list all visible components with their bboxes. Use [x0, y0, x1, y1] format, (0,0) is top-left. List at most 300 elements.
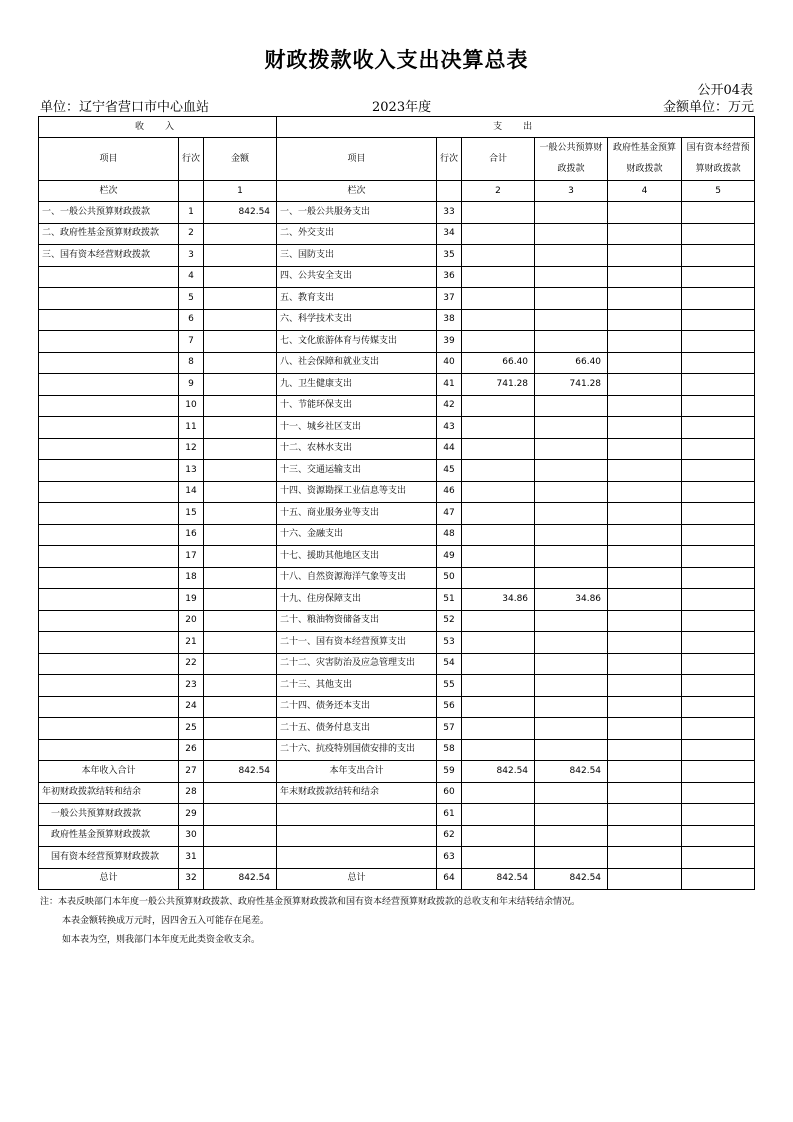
footnote: 本表金额转换成万元时，因四舍五入可能存在尾差。 — [62, 916, 270, 926]
state-capital-cell — [682, 825, 755, 847]
total-cell — [462, 223, 535, 245]
income-amount-cell — [204, 847, 277, 869]
table-row — [39, 309, 755, 331]
income-item-cell: 本年收入合计 — [39, 761, 179, 783]
table-row — [39, 374, 755, 396]
income-amount-cell — [204, 395, 277, 417]
state-capital-cell — [682, 761, 755, 783]
index-c2: 2 — [462, 181, 535, 202]
expense-rowno-cell: 56 — [437, 696, 462, 718]
expense-rowno-cell: 41 — [437, 374, 462, 396]
income-item-cell: 三、国有资本经营财政拨款 — [39, 245, 179, 267]
income-amount-cell — [204, 632, 277, 654]
total-cell — [462, 417, 535, 439]
income-amount-cell — [204, 374, 277, 396]
state-capital-cell — [682, 202, 755, 224]
state-capital-cell — [682, 481, 755, 503]
expense-item-cell: 八、社会保障和就业支出 — [277, 352, 437, 374]
state-capital-cell — [682, 266, 755, 288]
general-budget-cell — [535, 696, 608, 718]
state-capital-cell — [682, 782, 755, 804]
index-empty-2 — [437, 181, 462, 202]
general-budget-cell — [535, 653, 608, 675]
state-capital-cell — [682, 374, 755, 396]
header-row-index — [39, 181, 755, 202]
total-cell: 741.28 — [462, 374, 535, 396]
general-budget-cell — [535, 825, 608, 847]
table-row — [39, 223, 755, 245]
expense-rowno-cell: 47 — [437, 503, 462, 525]
table-row — [39, 417, 755, 439]
income-amount-cell — [204, 223, 277, 245]
table-row — [39, 288, 755, 310]
income-amount-cell — [204, 524, 277, 546]
general-budget-cell — [535, 524, 608, 546]
income-rowno-cell: 32 — [179, 868, 204, 890]
general-budget-cell — [535, 309, 608, 331]
income-amount-cell — [204, 825, 277, 847]
income-rowno-cell: 16 — [179, 524, 204, 546]
expense-rowno-cell: 38 — [437, 309, 462, 331]
expense-rowno-cell: 52 — [437, 610, 462, 632]
expense-rowno-cell: 43 — [437, 417, 462, 439]
total-cell — [462, 503, 535, 525]
total-cell — [462, 653, 535, 675]
form-number: 公开04表 — [697, 83, 753, 98]
expense-item-cell: 十三、交通运输支出 — [277, 460, 437, 482]
gov-fund-cell — [608, 202, 682, 224]
expense-item-cell: 十一、城乡社区支出 — [277, 417, 437, 439]
expense-item-cell — [277, 804, 437, 826]
general-budget-cell — [535, 460, 608, 482]
index-c5: 5 — [682, 181, 755, 202]
state-capital-cell — [682, 675, 755, 697]
expense-item-cell: 十二、农林水支出 — [277, 438, 437, 460]
expense-item-cell: 十八、自然资源海洋气象等支出 — [277, 567, 437, 589]
gov-fund-header: 政府性基金预算财政拨款 — [608, 138, 682, 181]
expense-item-cell: 三、国防支出 — [277, 245, 437, 267]
income-item-cell — [39, 395, 179, 417]
expense-item-cell: 二十三、其他支出 — [277, 675, 437, 697]
income-rowno-cell: 23 — [179, 675, 204, 697]
table-row — [39, 245, 755, 267]
expense-rowno-cell: 54 — [437, 653, 462, 675]
general-budget-cell: 66.40 — [535, 352, 608, 374]
total-cell — [462, 675, 535, 697]
table-row — [39, 804, 755, 826]
expense-item-cell: 二十六、抗疫特别国债安排的支出 — [277, 739, 437, 761]
table-row — [39, 868, 755, 890]
income-item-cell — [39, 438, 179, 460]
table-row — [39, 202, 755, 224]
income-rowno-cell: 6 — [179, 309, 204, 331]
income-item-cell — [39, 718, 179, 740]
table-row — [39, 438, 755, 460]
general-budget-cell — [535, 632, 608, 654]
total-cell — [462, 481, 535, 503]
general-budget-cell: 34.86 — [535, 589, 608, 611]
income-item-cell — [39, 739, 179, 761]
income-item-cell — [39, 352, 179, 374]
total-cell — [462, 460, 535, 482]
expense-item-cell: 二十一、国有资本经营预算支出 — [277, 632, 437, 654]
income-rowno-cell: 29 — [179, 804, 204, 826]
report-title: 财政拨款收入支出决算总表 — [264, 47, 529, 72]
income-rowno-cell: 13 — [179, 460, 204, 482]
gov-fund-cell — [608, 438, 682, 460]
expense-item-cell: 五、教育支出 — [277, 288, 437, 310]
expense-rowno-cell: 58 — [437, 739, 462, 761]
gov-fund-cell — [608, 331, 682, 353]
income-rowno-cell: 1 — [179, 202, 204, 224]
income-item-cell: 国有资本经营预算财政拨款 — [39, 847, 179, 869]
table-row — [39, 825, 755, 847]
expense-item-cell: 四、公共安全支出 — [277, 266, 437, 288]
total-cell — [462, 395, 535, 417]
total-cell — [462, 546, 535, 568]
table-row — [39, 460, 755, 482]
gov-fund-cell — [608, 524, 682, 546]
gov-fund-cell — [608, 374, 682, 396]
total-cell — [462, 331, 535, 353]
expense-rowno-cell: 37 — [437, 288, 462, 310]
state-capital-cell — [682, 546, 755, 568]
general-budget-cell — [535, 567, 608, 589]
gov-fund-cell — [608, 761, 682, 783]
income-rowno-cell: 17 — [179, 546, 204, 568]
total-cell — [462, 825, 535, 847]
gov-fund-cell — [608, 288, 682, 310]
total-cell — [462, 245, 535, 267]
income-amount-cell — [204, 739, 277, 761]
state-capital-cell — [682, 567, 755, 589]
general-budget-cell — [535, 675, 608, 697]
total-cell — [462, 567, 535, 589]
expense-item-cell: 六、科学技术支出 — [277, 309, 437, 331]
total-cell: 66.40 — [462, 352, 535, 374]
total-cell — [462, 202, 535, 224]
state-capital-cell — [682, 245, 755, 267]
state-capital-header: 国有资本经营预算财政拨款 — [682, 138, 755, 181]
index-c4: 4 — [608, 181, 682, 202]
expense-rowno-cell: 53 — [437, 632, 462, 654]
income-amount-cell — [204, 567, 277, 589]
state-capital-cell — [682, 331, 755, 353]
report-meta — [40, 96, 754, 114]
income-amount-cell — [204, 460, 277, 482]
expense-rowno-cell: 45 — [437, 460, 462, 482]
income-item-cell: 年初财政拨款结转和结余 — [39, 782, 179, 804]
expense-rowno-cell: 35 — [437, 245, 462, 267]
gov-fund-cell — [608, 675, 682, 697]
income-item-cell: 一、一般公共预算财政拨款 — [39, 202, 179, 224]
expense-rowno-cell: 50 — [437, 567, 462, 589]
income-item-cell — [39, 589, 179, 611]
income-rowno-cell: 20 — [179, 610, 204, 632]
income-rowno-cell: 30 — [179, 825, 204, 847]
expense-section-header: 支 出 — [277, 117, 755, 138]
expense-rowno-cell: 60 — [437, 782, 462, 804]
income-rowno-cell: 27 — [179, 761, 204, 783]
gov-fund-cell — [608, 546, 682, 568]
general-budget-cell — [535, 718, 608, 740]
total-cell — [462, 804, 535, 826]
gov-fund-cell — [608, 567, 682, 589]
state-capital-cell — [682, 847, 755, 869]
total-cell — [462, 718, 535, 740]
expense-rowno-cell: 49 — [437, 546, 462, 568]
state-capital-cell — [682, 718, 755, 740]
income-amount-cell — [204, 481, 277, 503]
general-budget-cell — [535, 503, 608, 525]
expense-item-cell: 十、节能环保支出 — [277, 395, 437, 417]
income-rowno-cell: 5 — [179, 288, 204, 310]
state-capital-cell — [682, 438, 755, 460]
gov-fund-cell — [608, 503, 682, 525]
income-item-cell — [39, 288, 179, 310]
expense-item-cell: 二、外交支出 — [277, 223, 437, 245]
income-rowno-cell: 7 — [179, 331, 204, 353]
income-item-cell — [39, 503, 179, 525]
table-row — [39, 847, 755, 869]
gov-fund-cell — [608, 610, 682, 632]
income-amount-cell — [204, 610, 277, 632]
state-capital-cell — [682, 653, 755, 675]
general-budget-cell — [535, 417, 608, 439]
income-item-cell: 一般公共预算财政拨款 — [39, 804, 179, 826]
budget-table — [38, 116, 755, 890]
general-budget-cell — [535, 739, 608, 761]
expense-item-cell: 一、一般公共服务支出 — [277, 202, 437, 224]
income-amount-cell — [204, 653, 277, 675]
footnote: 注：本表反映部门本年度一般公共预算财政拨款、政府性基金预算财政拨款和国有资本经营预算财政拨款的总收支和年末结转结余情况。 — [40, 897, 581, 907]
income-section-header: 收 入 — [39, 117, 277, 138]
expense-rowno-cell: 64 — [437, 868, 462, 890]
footnote: 如本表为空，则我部门本年度无此类资金收支余。 — [62, 935, 261, 945]
expense-rowno-cell: 61 — [437, 804, 462, 826]
expense-rowno-cell: 33 — [437, 202, 462, 224]
table-row — [39, 503, 755, 525]
income-amount-cell — [204, 503, 277, 525]
general-budget-cell — [535, 331, 608, 353]
index-label-2: 栏次 — [277, 181, 437, 202]
expense-item-cell: 二十二、灾害防治及应急管理支出 — [277, 653, 437, 675]
state-capital-cell — [682, 589, 755, 611]
expense-rowno-cell: 34 — [437, 223, 462, 245]
income-rowno-cell: 18 — [179, 567, 204, 589]
expense-rowno-cell: 40 — [437, 352, 462, 374]
total-header: 合计 — [462, 138, 535, 181]
table-row — [39, 718, 755, 740]
income-amount-cell — [204, 309, 277, 331]
index-amount: 1 — [204, 181, 277, 202]
general-budget-cell — [535, 481, 608, 503]
table-row — [39, 266, 755, 288]
income-rowno-header: 行次 — [179, 138, 204, 181]
income-rowno-cell: 4 — [179, 266, 204, 288]
general-budget-cell — [535, 202, 608, 224]
income-rowno-cell: 3 — [179, 245, 204, 267]
general-budget-cell — [535, 847, 608, 869]
income-item-cell — [39, 546, 179, 568]
state-capital-cell — [682, 417, 755, 439]
expense-rowno-cell: 36 — [437, 266, 462, 288]
table-row — [39, 481, 755, 503]
income-rowno-cell: 24 — [179, 696, 204, 718]
expense-rowno-cell: 46 — [437, 481, 462, 503]
expense-item-cell: 总计 — [277, 868, 437, 890]
income-rowno-cell: 19 — [179, 589, 204, 611]
income-rowno-cell: 26 — [179, 739, 204, 761]
income-item-cell — [39, 417, 179, 439]
expense-item-cell: 本年支出合计 — [277, 761, 437, 783]
gov-fund-cell — [608, 266, 682, 288]
general-budget-cell — [535, 223, 608, 245]
state-capital-cell — [682, 395, 755, 417]
general-budget-cell — [535, 266, 608, 288]
total-cell — [462, 632, 535, 654]
expense-item-cell: 九、卫生健康支出 — [277, 374, 437, 396]
expense-item-cell: 二十、粮油物资储备支出 — [277, 610, 437, 632]
total-cell: 34.86 — [462, 589, 535, 611]
income-amount-cell: 842.54 — [204, 868, 277, 890]
state-capital-cell — [682, 460, 755, 482]
expense-rowno-cell: 44 — [437, 438, 462, 460]
general-budget-cell — [535, 245, 608, 267]
state-capital-cell — [682, 223, 755, 245]
general-budget-cell: 842.54 — [535, 868, 608, 890]
income-amount-cell — [204, 331, 277, 353]
total-cell — [462, 610, 535, 632]
income-rowno-cell: 21 — [179, 632, 204, 654]
income-amount-header: 金额 — [204, 138, 277, 181]
general-budget-header: 一般公共预算财政拨款 — [535, 138, 608, 181]
expense-rowno-cell: 62 — [437, 825, 462, 847]
state-capital-cell — [682, 739, 755, 761]
income-amount-cell — [204, 675, 277, 697]
state-capital-cell — [682, 696, 755, 718]
gov-fund-cell — [608, 481, 682, 503]
total-cell — [462, 524, 535, 546]
total-cell — [462, 847, 535, 869]
income-amount-cell — [204, 782, 277, 804]
income-amount-cell — [204, 718, 277, 740]
general-budget-cell — [535, 782, 608, 804]
income-item-cell: 政府性基金预算财政拨款 — [39, 825, 179, 847]
total-cell: 842.54 — [462, 761, 535, 783]
expense-item-cell: 十九、住房保障支出 — [277, 589, 437, 611]
expense-item-cell — [277, 847, 437, 869]
table-row — [39, 675, 755, 697]
income-rowno-cell: 10 — [179, 395, 204, 417]
gov-fund-cell — [608, 417, 682, 439]
gov-fund-cell — [608, 460, 682, 482]
income-item-cell — [39, 524, 179, 546]
year-label: 2023年度 — [372, 100, 432, 115]
table-row — [39, 696, 755, 718]
table-row — [39, 610, 755, 632]
gov-fund-cell — [608, 653, 682, 675]
money-unit-label: 金额单位：万元 — [662, 100, 754, 115]
table-row — [39, 524, 755, 546]
table-row — [39, 546, 755, 568]
expense-item-cell: 十四、资源勘探工业信息等支出 — [277, 481, 437, 503]
general-budget-cell — [535, 438, 608, 460]
income-item-cell: 二、政府性基金预算财政拨款 — [39, 223, 179, 245]
table-row — [39, 567, 755, 589]
state-capital-cell — [682, 632, 755, 654]
total-cell — [462, 309, 535, 331]
state-capital-cell — [682, 503, 755, 525]
income-rowno-cell: 8 — [179, 352, 204, 374]
income-amount-cell — [204, 266, 277, 288]
income-amount-cell — [204, 288, 277, 310]
income-item-cell — [39, 632, 179, 654]
income-item-cell — [39, 460, 179, 482]
expense-item-cell: 二十五、债务付息支出 — [277, 718, 437, 740]
income-rowno-cell: 9 — [179, 374, 204, 396]
income-amount-cell — [204, 438, 277, 460]
income-item-cell — [39, 331, 179, 353]
gov-fund-cell — [608, 589, 682, 611]
income-item-cell — [39, 610, 179, 632]
total-cell — [462, 438, 535, 460]
expense-item-cell: 二十四、债务还本支出 — [277, 696, 437, 718]
income-item-cell — [39, 696, 179, 718]
income-amount-cell — [204, 696, 277, 718]
general-budget-cell — [535, 288, 608, 310]
state-capital-cell — [682, 868, 755, 890]
general-budget-cell — [535, 804, 608, 826]
expense-item-cell: 年末财政拨款结转和结余 — [277, 782, 437, 804]
expense-rowno-cell: 59 — [437, 761, 462, 783]
state-capital-cell — [682, 309, 755, 331]
gov-fund-cell — [608, 395, 682, 417]
header-row-columns — [39, 138, 755, 181]
gov-fund-cell — [608, 245, 682, 267]
income-rowno-cell: 12 — [179, 438, 204, 460]
gov-fund-cell — [608, 847, 682, 869]
expense-rowno-cell: 48 — [437, 524, 462, 546]
gov-fund-cell — [608, 804, 682, 826]
table-row — [39, 331, 755, 353]
general-budget-cell: 842.54 — [535, 761, 608, 783]
table-row — [39, 352, 755, 374]
general-budget-cell — [535, 395, 608, 417]
table-row — [39, 395, 755, 417]
state-capital-cell — [682, 610, 755, 632]
income-item-cell — [39, 675, 179, 697]
state-capital-cell — [682, 804, 755, 826]
expense-item-header: 项目 — [277, 138, 437, 181]
general-budget-cell — [535, 610, 608, 632]
total-cell — [462, 266, 535, 288]
total-cell — [462, 288, 535, 310]
income-amount-cell — [204, 352, 277, 374]
income-rowno-cell: 22 — [179, 653, 204, 675]
table-row — [39, 632, 755, 654]
income-amount-cell: 842.54 — [204, 202, 277, 224]
expense-rowno-cell: 63 — [437, 847, 462, 869]
total-cell — [462, 696, 535, 718]
index-label: 栏次 — [39, 181, 179, 202]
state-capital-cell — [682, 524, 755, 546]
gov-fund-cell — [608, 309, 682, 331]
table-row — [39, 653, 755, 675]
income-rowno-cell: 14 — [179, 481, 204, 503]
income-item-cell: 总计 — [39, 868, 179, 890]
state-capital-cell — [682, 288, 755, 310]
